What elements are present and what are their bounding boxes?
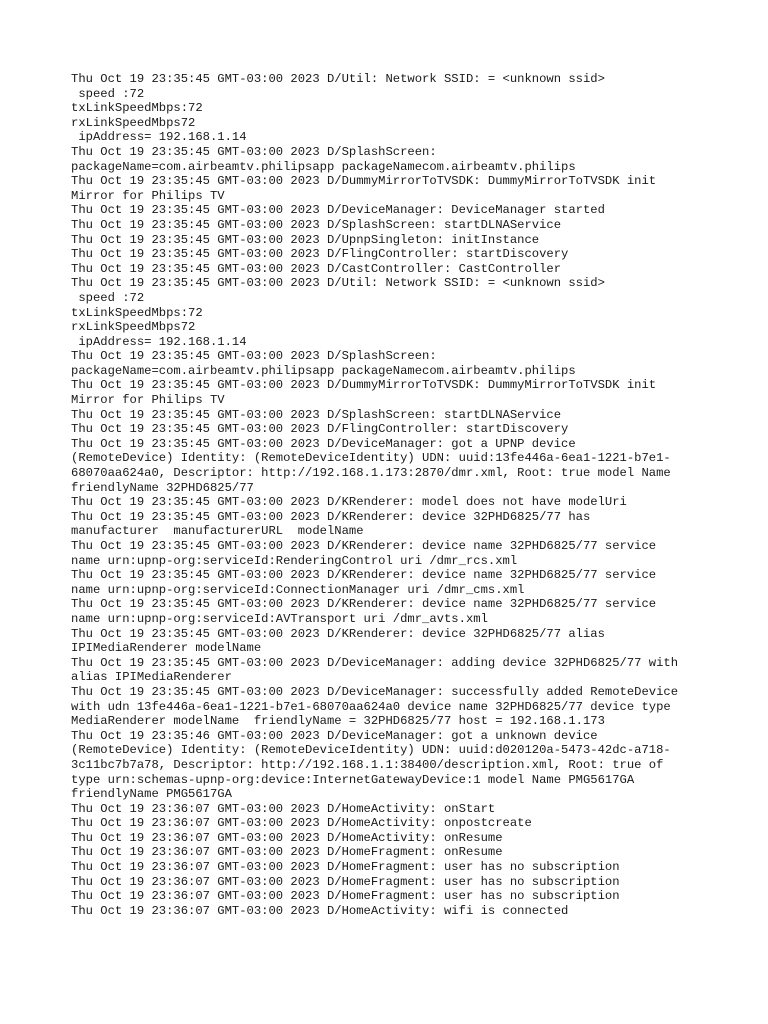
log-line: Mirror for Philips TV (71, 393, 225, 408)
log-line: Thu Oct 19 23:35:45 GMT-03:00 2023 D/SplashScreen: startDLNAService (71, 407, 562, 422)
log-line: Thu Oct 19 23:35:45 GMT-03:00 2023 D/SplashScreen: startDLNAService (71, 217, 562, 232)
log-line: rxLinkSpeedMbps72 (71, 320, 196, 335)
log-line: Thu Oct 19 23:35:45 GMT-03:00 2023 D/DeviceManager: got a UPNP device (71, 436, 576, 451)
log-line: Thu Oct 19 23:36:07 GMT-03:00 2023 D/HomeFragment: onResume (71, 845, 503, 860)
log-line: Thu Oct 19 23:35:45 GMT-03:00 2023 D/DeviceManager: successfully added RemoteDevice (71, 684, 679, 699)
log-line: type urn:schemas-upnp-org:device:InternetGatewayDevice:1 model Name PMG5617GA (71, 772, 635, 787)
log-line: Thu Oct 19 23:35:45 GMT-03:00 2023 D/Util: Network SSID: = <unknown ssid> (71, 276, 605, 291)
log-line: Thu Oct 19 23:35:45 GMT-03:00 2023 D/KRenderer: model does not have modelUri (71, 495, 627, 510)
log-line: IPIMediaRenderer modelName (71, 641, 262, 656)
log-line: speed :72 (71, 86, 145, 101)
log-line: name urn:upnp-org:serviceId:AVTransport uri /dmr_avts.xml (71, 611, 488, 626)
log-line: name urn:upnp-org:serviceId:RenderingControl uri /dmr_rcs.xml (71, 553, 518, 568)
log-line: Thu Oct 19 23:35:45 GMT-03:00 2023 D/DeviceManager: DeviceManager started (71, 203, 605, 218)
log-line: Mirror for Philips TV (71, 188, 225, 203)
log-line: manufacturer manufacturerURL modelName (71, 524, 364, 539)
log-line: packageName=com.airbeamtv.philipsapp packageNamecom.airbeamtv.philips (71, 159, 576, 174)
log-line: name urn:upnp-org:serviceId:ConnectionManager uri /dmr_cms.xml (71, 582, 525, 597)
log-line: Thu Oct 19 23:35:45 GMT-03:00 2023 D/KRenderer: device 32PHD6825/77 has (71, 509, 591, 524)
log-line: txLinkSpeedMbps:72 (71, 101, 203, 116)
log-line: Thu Oct 19 23:35:45 GMT-03:00 2023 D/KRenderer: device name 32PHD6825/77 service (71, 597, 657, 612)
log-line: Thu Oct 19 23:35:45 GMT-03:00 2023 D/FlingController: startDiscovery (71, 422, 569, 437)
log-line: Thu Oct 19 23:35:45 GMT-03:00 2023 D/CastController: CastController (71, 261, 562, 276)
log-line: Thu Oct 19 23:35:45 GMT-03:00 2023 D/Util: Network SSID: = <unknown ssid> (71, 72, 605, 86)
log-line: alias IPIMediaRenderer (71, 670, 232, 685)
log-line: Thu Oct 19 23:36:07 GMT-03:00 2023 D/HomeActivity: onStart (71, 801, 496, 816)
log-line: packageName=com.airbeamtv.philipsapp packageNamecom.airbeamtv.philips (71, 363, 576, 378)
log-line: (RemoteDevice) Identity: (RemoteDeviceIdentity) UDN: uuid:13fe446a-6ea1-1221-b7e1- (71, 451, 671, 466)
log-line: ipAddress= 192.168.1.14 (71, 130, 247, 145)
log-line: Thu Oct 19 23:35:45 GMT-03:00 2023 D/KRenderer: device name 32PHD6825/77 service (71, 568, 657, 583)
log-line: Thu Oct 19 23:36:07 GMT-03:00 2023 D/HomeActivity: onpostcreate (71, 816, 532, 831)
log-line: txLinkSpeedMbps:72 (71, 305, 203, 320)
log-line: Thu Oct 19 23:35:45 GMT-03:00 2023 D/DeviceManager: adding device 32PHD6825/77 with (71, 655, 679, 670)
log-line: rxLinkSpeedMbps72 (71, 115, 196, 130)
log-line: 3c11bc7b7a78, Descriptor: http://192.168.1.1:38400/description.xml, Root: true of (71, 757, 664, 772)
log-line: Thu Oct 19 23:36:07 GMT-03:00 2023 D/HomeFragment: user has no subscription (71, 860, 620, 875)
log-line: Thu Oct 19 23:36:07 GMT-03:00 2023 D/HomeActivity: wifi is connected (71, 903, 569, 918)
log-line: Thu Oct 19 23:35:45 GMT-03:00 2023 D/DummyMirrorToTVSDK: DummyMirrorToTVSDK init (71, 378, 657, 393)
log-line: Thu Oct 19 23:35:45 GMT-03:00 2023 D/SplashScreen: (71, 349, 437, 364)
log-line: ipAddress= 192.168.1.14 (71, 334, 247, 349)
log-line: with udn 13fe446a-6ea1-1221-b7e1-68070aa624a0 device name 32PHD6825/77 device type (71, 699, 671, 714)
log-line: Thu Oct 19 23:35:45 GMT-03:00 2023 D/FlingController: startDiscovery (71, 247, 569, 262)
log-line: Thu Oct 19 23:35:45 GMT-03:00 2023 D/UpnpSingleton: initInstance (71, 232, 540, 247)
log-line: 68070aa624a0, Descriptor: http://192.168.1.173:2870/dmr.xml, Root: true model Name (71, 466, 671, 481)
log-line: Thu Oct 19 23:36:07 GMT-03:00 2023 D/HomeActivity: onResume (71, 830, 503, 845)
log-line: Thu Oct 19 23:36:07 GMT-03:00 2023 D/HomeFragment: user has no subscription (71, 874, 620, 889)
log-line: Thu Oct 19 23:35:46 GMT-03:00 2023 D/DeviceManager: got a unknown device (71, 728, 598, 743)
log-line: friendlyName PMG5617GA (71, 787, 232, 802)
log-line: Thu Oct 19 23:35:45 GMT-03:00 2023 D/KRenderer: device name 32PHD6825/77 service (71, 539, 657, 553)
log-line: Thu Oct 19 23:35:45 GMT-03:00 2023 D/SplashScreen: (71, 144, 437, 159)
log-line: (RemoteDevice) Identity: (RemoteDeviceIdentity) UDN: uuid:d020120a-5473-42dc-a718- (71, 743, 671, 758)
log-document (71, 72, 751, 918)
log-line: friendlyName 32PHD6825/77 (71, 480, 254, 495)
log-line: Thu Oct 19 23:35:45 GMT-03:00 2023 D/KRenderer: device 32PHD6825/77 alias (71, 626, 605, 641)
log-line: Thu Oct 19 23:35:45 GMT-03:00 2023 D/DummyMirrorToTVSDK: DummyMirrorToTVSDK init (71, 174, 657, 189)
log-line: MediaRenderer modelName friendlyName = 32PHD6825/77 host = 192.168.1.173 (71, 714, 605, 729)
log-line: Thu Oct 19 23:36:07 GMT-03:00 2023 D/HomeFragment: user has no subscription (71, 889, 620, 904)
log-line: speed :72 (71, 290, 145, 305)
